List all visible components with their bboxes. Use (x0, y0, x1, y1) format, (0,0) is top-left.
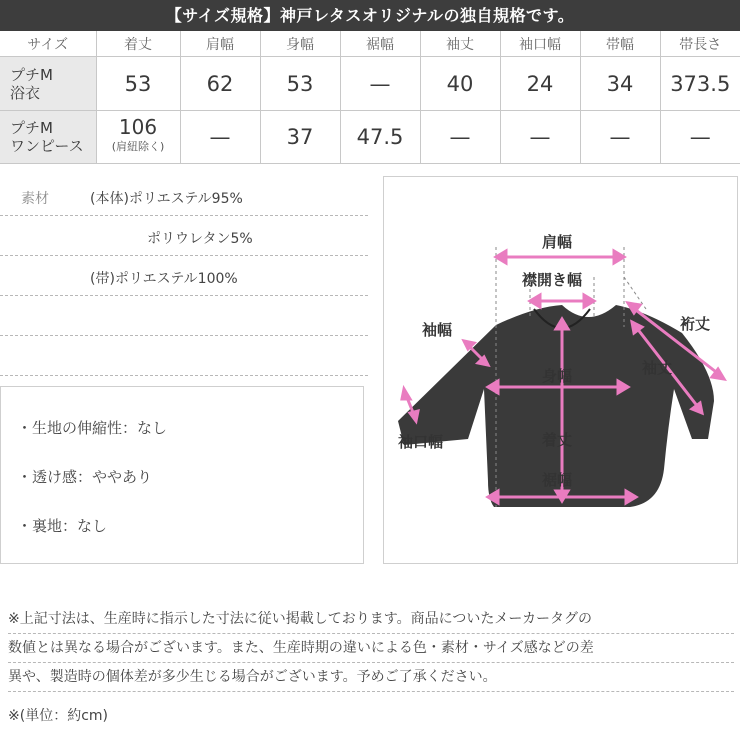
fabric-properties-box (0, 386, 364, 564)
label-sodetake: 袖丈 (642, 359, 673, 377)
header-length: 着丈 (96, 31, 180, 57)
header-sleeve-length: 袖丈 (420, 31, 500, 57)
material-line: ポリウレタン5% (147, 231, 253, 247)
row-label-size: プチM (10, 65, 53, 84)
table-header-row (0, 31, 740, 57)
label-susohaba: 裾幅 (542, 471, 573, 489)
row-label-item: 浴衣 (10, 83, 41, 102)
label-yukitake: 裄丈 (680, 315, 711, 333)
label-kitake: 着丈 (542, 431, 573, 449)
table-cell: 47.5 (340, 111, 420, 164)
table-cell: 53 (96, 57, 180, 111)
row-label (0, 111, 96, 164)
material-row-empty (0, 296, 368, 336)
header-obi-length: 帯長さ (660, 31, 740, 57)
measurement-diagram (383, 176, 738, 564)
header-cuff-width: 袖口幅 (500, 31, 580, 57)
material-line: (本体)ポリエステル95% (90, 191, 243, 207)
label-katahaba: 肩幅 (542, 233, 573, 251)
table-cell: — (340, 57, 420, 111)
stretch-property: ・生地の伸縮性：なし (17, 419, 168, 437)
header-shoulder: 肩幅 (180, 31, 260, 57)
header-size: サイズ (0, 31, 96, 57)
table-cell: — (660, 111, 740, 164)
label-sodehaba: 袖幅 (422, 321, 453, 339)
note-line: 数値とは異なる場合がございます。また、生産時期の違いによる色・素材・サイズ感などの差 (8, 634, 734, 663)
table-cell: 373.5 (660, 57, 740, 111)
table-cell: 24 (500, 57, 580, 111)
length-note: (肩紐除く) (111, 140, 165, 153)
material-key: 素材 (21, 191, 49, 207)
material-section (0, 176, 368, 376)
material-row (0, 176, 368, 216)
table-cell: — (180, 111, 260, 164)
row-label-item: ワンピース (10, 137, 84, 155)
table-cell: 37 (260, 111, 340, 164)
note-line: ※上記寸法は、生産時に指示した寸法に従い掲載しております。商品についたメーカータグの (8, 605, 734, 634)
lining-property: ・裏地：なし (17, 517, 108, 535)
table-row (0, 57, 740, 111)
material-line: (帯)ポリエステル100% (90, 271, 238, 287)
material-row (0, 256, 368, 296)
table-cell: — (580, 111, 660, 164)
row-label (0, 57, 96, 111)
sheerness-property: ・透け感：ややあり (17, 468, 153, 486)
size-notes (8, 605, 734, 692)
header-obi-width: 帯幅 (580, 31, 660, 57)
table-cell: 53 (260, 57, 340, 111)
material-row (0, 216, 368, 256)
size-table (0, 31, 740, 164)
size-spec-banner: 【サイズ規格】神戸レタスオリジナルの独自規格です。 (0, 0, 740, 31)
label-mihaba: 身幅 (542, 367, 573, 385)
header-hem-width: 裾幅 (340, 31, 420, 57)
table-cell: 40 (420, 57, 500, 111)
row-label-size: プチM (10, 119, 53, 137)
table-cell: 34 (580, 57, 660, 111)
note-line: 異や、製造時の個体差が多少生じる場合がございます。予めご了承ください。 (8, 663, 734, 692)
material-row-empty (0, 336, 368, 376)
label-sodeguchi: 袖口幅 (398, 433, 444, 451)
table-cell: — (500, 111, 580, 164)
header-body-width: 身幅 (260, 31, 340, 57)
table-cell: — (420, 111, 500, 164)
unit-note: ※(単位：約cm) (8, 708, 108, 724)
length-value: 106 (118, 115, 158, 139)
table-cell (96, 111, 180, 164)
table-cell: 62 (180, 57, 260, 111)
label-eriake: 襟開き幅 (522, 271, 583, 289)
table-row (0, 111, 740, 164)
